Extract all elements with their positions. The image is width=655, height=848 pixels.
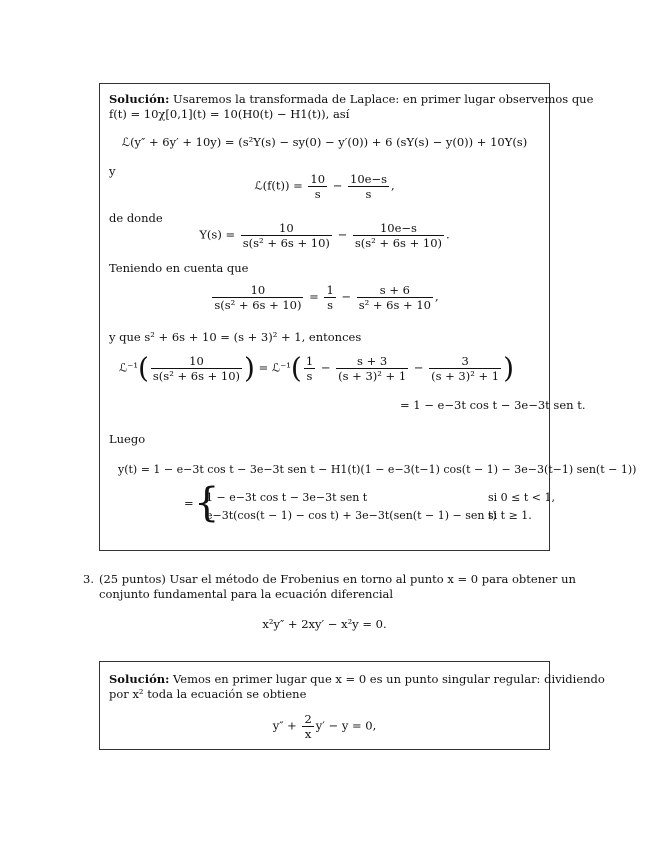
denominator: s(s² + 6s + 10) (354, 236, 442, 250)
text-y-que: y que s² + 6s + 10 = (s + 3)² + 1, entonces (109, 330, 362, 344)
numerator: s + 6 (357, 283, 433, 298)
numerator: 10 (151, 354, 242, 369)
eq2-lhs: ℒ(f(t)) = (254, 178, 303, 193)
paren-open: ( (290, 351, 302, 385)
laplace-f-equation (99, 172, 550, 201)
text-luego: Luego (109, 432, 146, 446)
text-de-donde: de donde (109, 211, 163, 225)
inverse-laplace-result: = 1 − e−3t cos t − 3e−3t sen t. (400, 398, 586, 412)
operator: − (320, 360, 331, 375)
punctuation: , (434, 289, 439, 304)
inverse-laplace-symbol: ℒ⁻¹ (119, 360, 138, 375)
paren-open: ( (137, 351, 149, 385)
word-y: y (109, 164, 116, 178)
eq-rhs: y′ − y = 0, (315, 718, 377, 733)
operator: = ℒ⁻¹ (258, 360, 291, 375)
Y-equation (99, 221, 550, 250)
solution2-text: Vemos en primer lugar que x = 0 es un punto singular regular: dividiendo (169, 672, 605, 686)
piecewise-case-2: e−3t(cos(t − 1) − cos t) + 3e−3t(sen(t − 1) − sen t) (206, 509, 497, 522)
numerator: s + 3 (336, 354, 408, 369)
fraction (336, 354, 408, 383)
numerator: 10 (212, 283, 303, 298)
numerator: 10 (241, 221, 332, 236)
operator: = (309, 289, 319, 304)
solution-label: Solución: (109, 672, 170, 686)
fraction (304, 354, 315, 383)
eq3-lhs: Y(s) = (199, 227, 236, 242)
inverse-laplace-equation (119, 351, 515, 385)
fraction (151, 354, 242, 383)
denominator: (s + 3)² + 1 (431, 369, 500, 383)
text-teniendo: Teniendo en cuenta que (109, 261, 249, 275)
numerator: 2 (304, 712, 312, 726)
operator: − (413, 360, 424, 375)
numerator: 3 (429, 354, 501, 369)
numerator: 1 (305, 354, 314, 368)
intro-text: Usaremos la transformada de Laplace: en primer lugar observemos que (169, 92, 594, 106)
solution2-line-1 (109, 672, 605, 686)
denominator: s (327, 298, 334, 312)
eq-lhs: y″ + (272, 718, 297, 733)
fraction (302, 712, 313, 741)
fraction (348, 172, 389, 201)
partial-fraction-equation (99, 283, 550, 312)
problem-text-line-2: conjunto fundamental para la ecuación diferencial (99, 587, 394, 601)
frobenius-equation: x²y″ + 2xy′ − x²y = 0. (262, 617, 387, 631)
solution2-line-2: por x² toda la ecuación se obtiene (109, 687, 307, 701)
fraction (357, 283, 433, 312)
paren-close: ) (244, 351, 255, 385)
piecewise-eq-sign: = (184, 496, 194, 510)
piecewise-cond-2: si t ≥ 1. (488, 509, 532, 522)
piecewise-cond-1: si 0 ≤ t < 1, (488, 491, 555, 504)
punctuation: , (390, 178, 395, 193)
y-t-equation: y(t) = 1 − e−3t cos t − 3e−3t sen t − H1(t)(1 − e−3(t−1) cos(t − 1) − 3e−3(t−1) sen(t − 1)) (118, 463, 637, 476)
operator: − (341, 289, 352, 304)
numerator: 1 (326, 283, 334, 297)
solution-intro-line-2: f(t) = 10χ[0,1](t) = 10(H0(t) − H1(t)), así (109, 107, 350, 121)
solution-box-1 (99, 83, 550, 551)
denominator: s(s² + 6s + 10) (214, 298, 302, 312)
fraction (429, 354, 501, 383)
problem-number: 3. (83, 572, 94, 586)
denominator: s(s² + 6s + 10) (152, 369, 241, 383)
fraction (212, 283, 303, 312)
denominator: (s + 3)² + 1 (338, 369, 407, 383)
denominator: s² + 6s + 10 (358, 298, 431, 312)
normalized-equation (99, 712, 550, 741)
denominator: s (314, 187, 321, 201)
denominator: x (304, 727, 312, 741)
fraction (324, 283, 335, 312)
numerator: 10 (310, 172, 326, 186)
solution-label: Solución: (109, 92, 170, 106)
fraction (308, 172, 327, 201)
paren-close: ) (503, 351, 515, 385)
denominator: s (365, 187, 372, 201)
punctuation: . (446, 227, 450, 242)
denominator: s (306, 369, 313, 383)
numerator: 10e−s (353, 221, 444, 236)
denominator: s(s² + 6s + 10) (242, 236, 330, 250)
operator: − (337, 227, 348, 242)
fraction (353, 221, 444, 250)
solution-intro-line-1 (109, 92, 593, 106)
left-brace: { (194, 480, 220, 526)
operator: − (332, 178, 343, 193)
problem-text-line-1: (25 puntos) Usar el método de Frobenius en torno al punto x = 0 para obtener un (99, 572, 576, 586)
fraction (241, 221, 332, 250)
piecewise-case-1: 1 − e−3t cos t − 3e−3t sen t (206, 491, 368, 504)
laplace-equation: ℒ(y″ + 6y′ + 10y) = (s²Y(s) − sy(0) − y′(0)) + 6 (sY(s) − y(0)) + 10Y(s) (121, 135, 528, 149)
numerator: 10e−s (350, 172, 387, 186)
